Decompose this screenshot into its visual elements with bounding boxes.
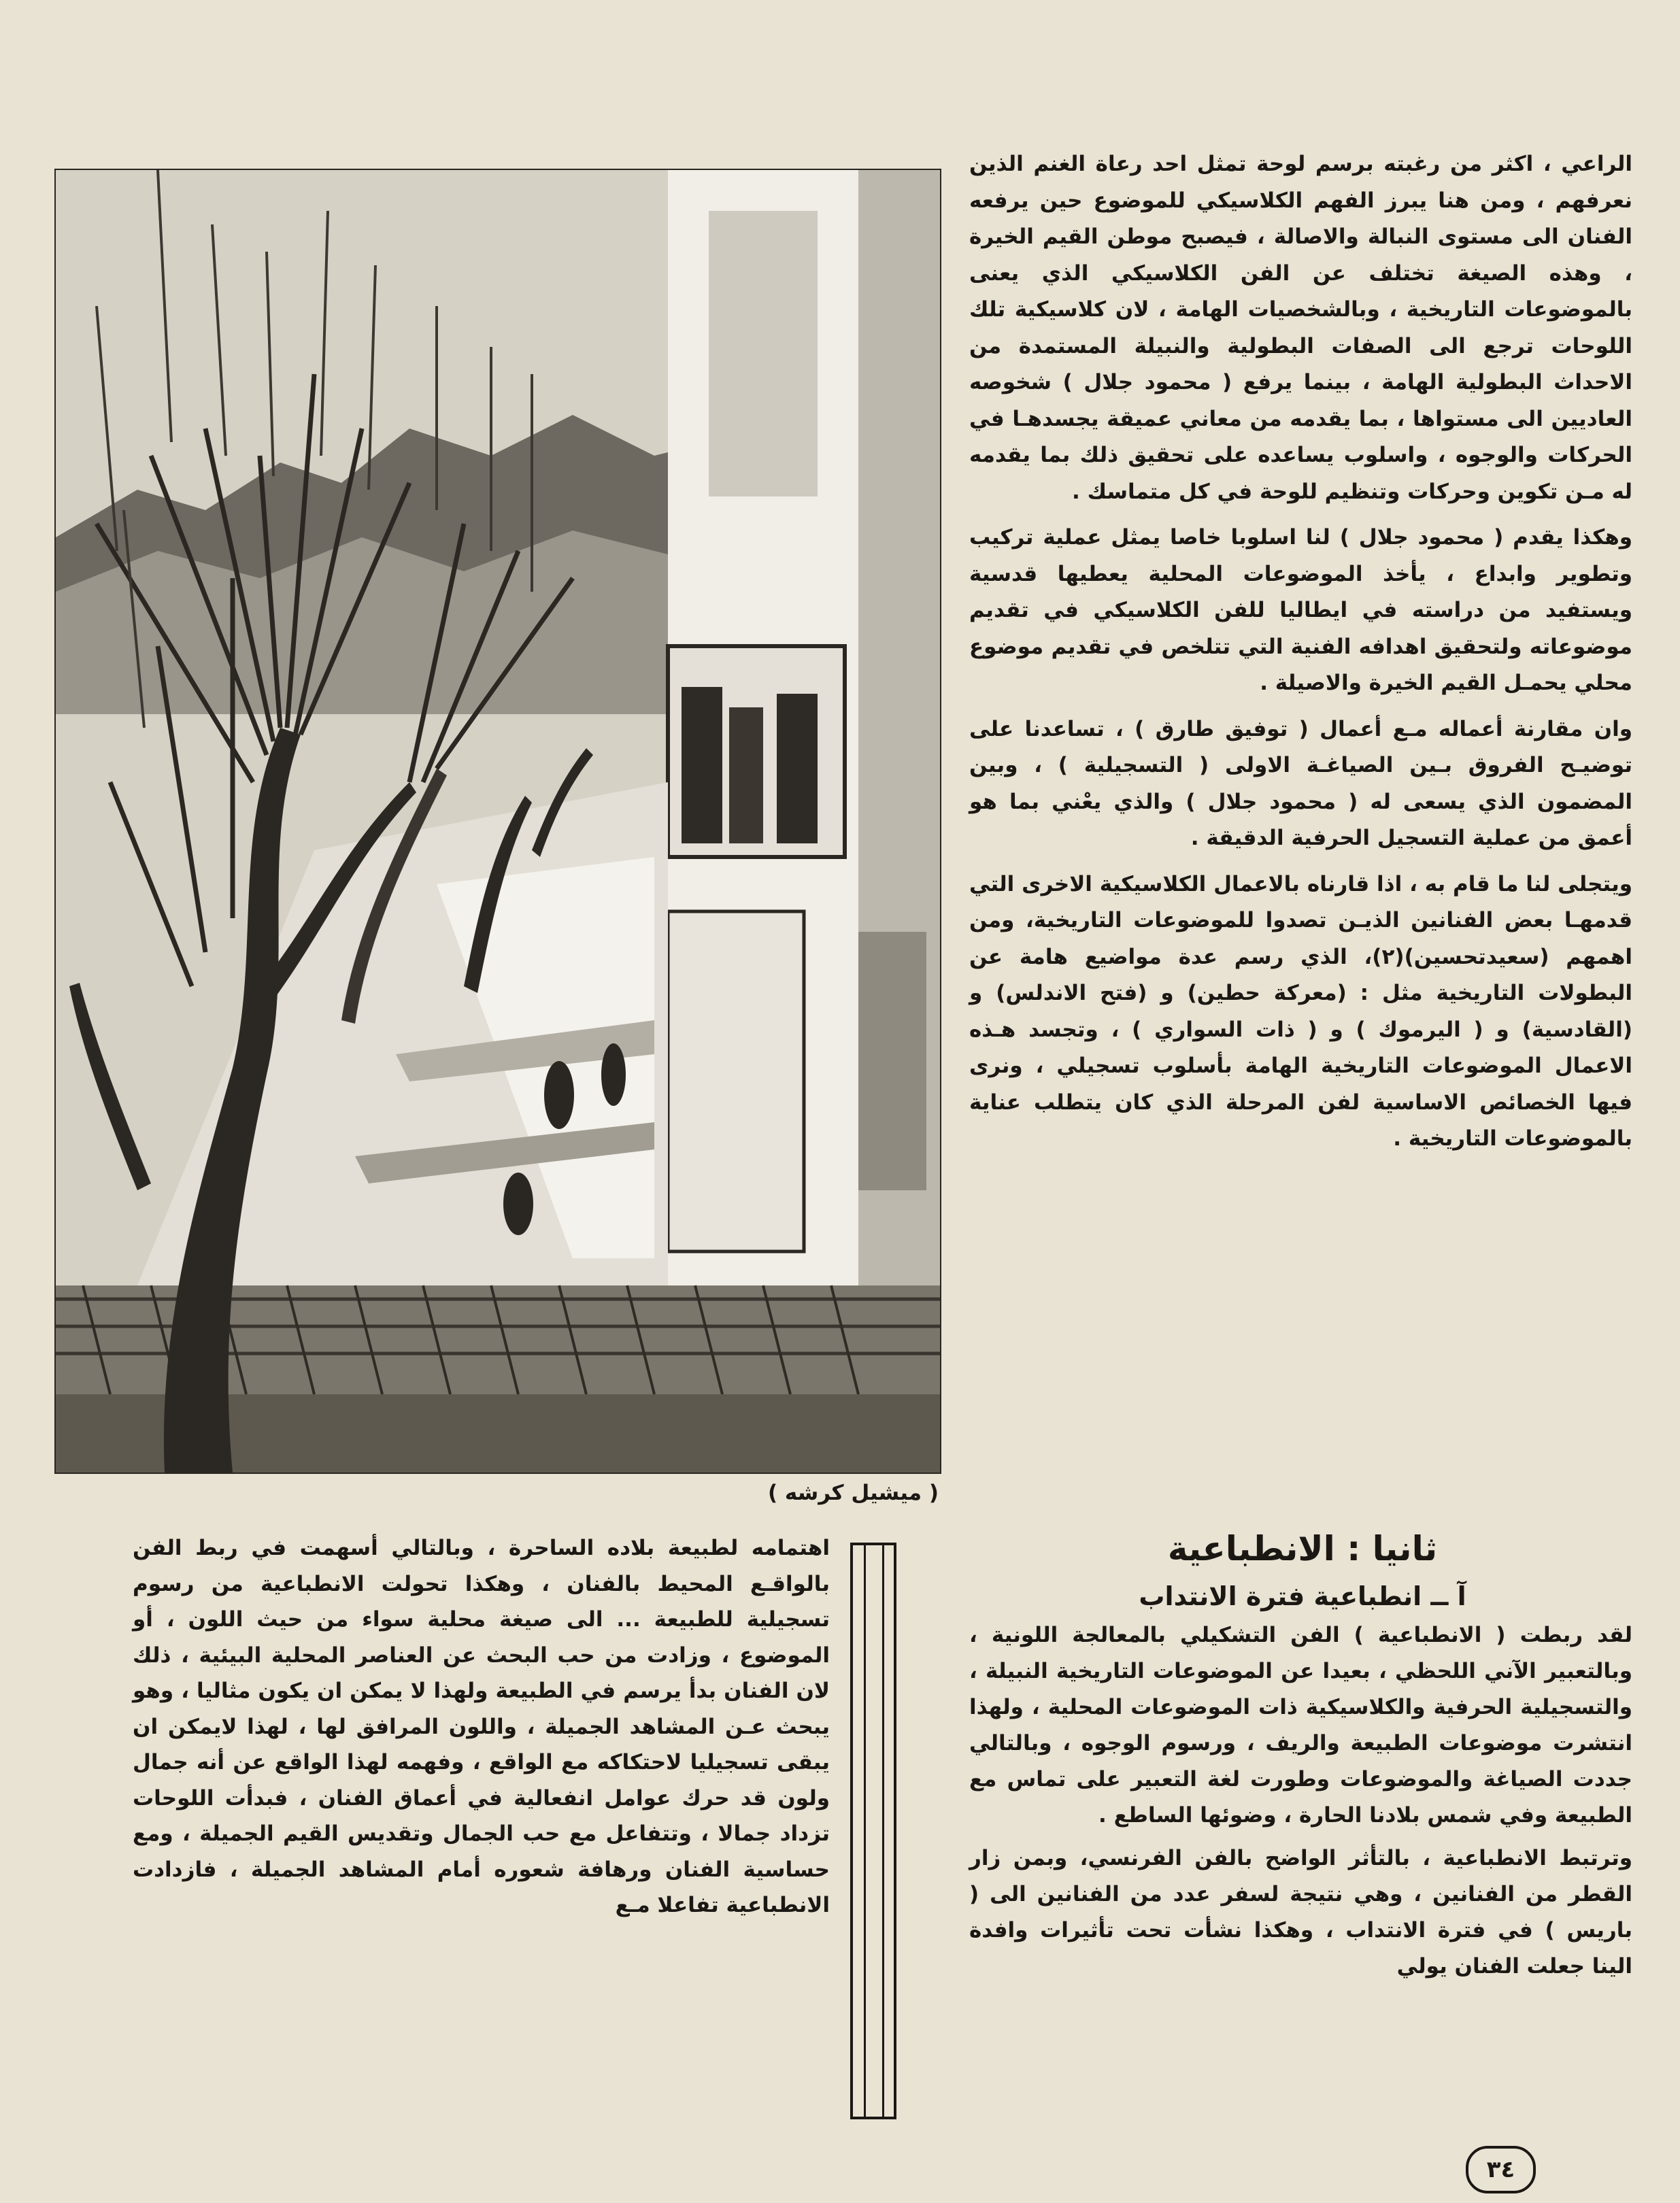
painting-street-scene (56, 170, 940, 1473)
right-column-bottom (969, 1617, 1632, 1991)
paragraph: وهكذا يقدم ( محمود جلال ) لنا اسلوبا خاصا يمثل عملية تركيب وتطوير وابداع ، يأخذ الموضوعات المحلية يعطيها قدسية ويستفيد من دراسته في ايطاليا للفن الكلاسيكي في تقديم موضوعاته ولتحقيق اهدافه الفنية التي تتلخص في تقديم موضوع محلي يحمـل القيم الخيرة والاصيلة . (969, 525, 1632, 695)
right-column-top (969, 146, 1632, 1167)
bracket-inner-line (864, 1545, 884, 2117)
painting-caption: ( ميشيل كرشه ) (767, 1481, 939, 1505)
paragraph: ويتجلى لنا ما قام به ، اذا قارناه بالاعمال الكلاسيكية الاخرى التي قدمهـا بعض الفنانين الذيـن تصدوا للموضوعات التاريخية، ومن اهمهم (سعيدتحسين)(٢)، الذي رسم عدة مواضيع هامة عن البطولات التاريخية مثل : (معركة حطين) و (فتح الاندلس) و (القادسية) و ( اليرموك ) و ( ذات السواري ) ، وتجسد هـذه الاعمال الموضوعات التاريخية الهامة بأسلوب تسجيلي ، ونرى فيها الخصائص الاساسية لفن المرحلة الذي كان يتطلب عناية بالموضوعات التاريخية . (969, 871, 1632, 1151)
section-heading: ثانيا : الانطباعية (1167, 1529, 1438, 1568)
painting-illustration (54, 169, 941, 1474)
paragraph: وان مقارنة أعماله مـع أعمال ( توفيق طارق ) ، تساعدنا على توضيـح الفروق بـين الصياغـة الاولى ( التسجيلية ) ، وبين المضمون الذي يسعى له ( محمود جلال ) والذي يعْني بما هو أعمق من عملية التسجيل الحرفية الدقيقة . (969, 716, 1632, 850)
left-column-bottom (133, 1530, 830, 1923)
paragraph: الراعي ، اكثر من رغبته برسم لوحة تمثل احد رعاة الغنم الذين نعرفهم ، ومن هنا يبرز الفهم الكلاسيكي للموضوع حين يرفعه الفنان الى مستوى النبالة والاصالة ، فيصبح موطن القيم الخيرة ، وهذه الصيغة تختلف عن الفن الكلاسيكي الذي يعنى بالموضوعات التاريخية ، وبالشخصيات الهامة ، لان كلاسيكية تلك اللوحات ترجع الى الصفات البطولية والنبيلة المستمدة من الاحداث البطولية الهامة ، بينما يرفع ( محمود جلال ) شخوصه العاديين الى مستواها ، بما يقدمه من معاني عميقة يجسدهـا في الحركات والوجوه ، واسلوب يساعده على تحقيق ذلك بما يقدمه له مـن تكوين وحركات وتنظيم للوحة في كل متماسك . (969, 152, 1632, 504)
paragraph: اهتمامه لطبيعة بلاده الساحرة ، وبالتالي أسهمت في ربط الفن بالواقـع المحيط بالفنان ، وهكذا تحولت الانطباعية من رسوم تسجيلية للطبيعة ... الى صيغة محلية سواء من حيث اللون ، أو الموضوع ، وزادت من حب البحث عن العناصر المحلية البيئية ، ذلك لان الفنان بدأ يرسم في الطبيعة ولهذا لا يمكن ان يكون مثاليا ، وهو يبحث عـن المشاهد الجميلة ، واللون المرافق لها ، لهذا لايمكن ان يبقى تسجيليا لاحتكاكه مع الواقع ، وفهمه لهذا الواقع عن أنه جمال ولون قد حرك عوامل انفعالية في أعماق الفنان ، فبدأت اللوحات تزداد جمالا ، وتتفاعل مع حب الجمال وتقديس القيم الجميلة ، ومع حساسية الفنان ورهافة شعوره أمام المشاهد الجميلة ، فازدادت الانطباعية تفاعلا مـع (133, 1536, 830, 1917)
decorative-bracket (850, 1543, 896, 2119)
page-number: ٣٤ (1466, 2146, 1536, 2193)
subsection-heading: آ ــ انطباعية فترة الانتداب (1139, 1581, 1466, 1611)
paragraph: لقد ربطت ( الانطباعية ) الفن التشكيلي بالمعالجة اللونية ، وبالتعبير الآني اللحظي ، بعيدا عن الموضوعات التاريخية النبيلة ، والتسجيلية الحرفية والكلاسيكية ذات الموضوعات المحلية ، ولهذا انتشرت موضوعات الطبيعة والريف ، ورسوم الوجوه ، وبالتالي جددت الصياغة والموضوعات وطورت لغة التعبير على تماس مع الطبيعة وفي شمس بلادنا الحارة ، وضوئها الساطع . (969, 1623, 1632, 1828)
paragraph: وترتبط الانطباعية ، بالتأثر الواضح بالفن الفرنسي، وبمن زار القطر من الفنانين ، وهي نتيجة لسفر عدد من الفنانين الى ( باريس ) في فترة الانتداب ، وهكذا نشأت تحت تأثيرات وافدة الينا جعلت الفنان يولي (969, 1846, 1632, 1979)
